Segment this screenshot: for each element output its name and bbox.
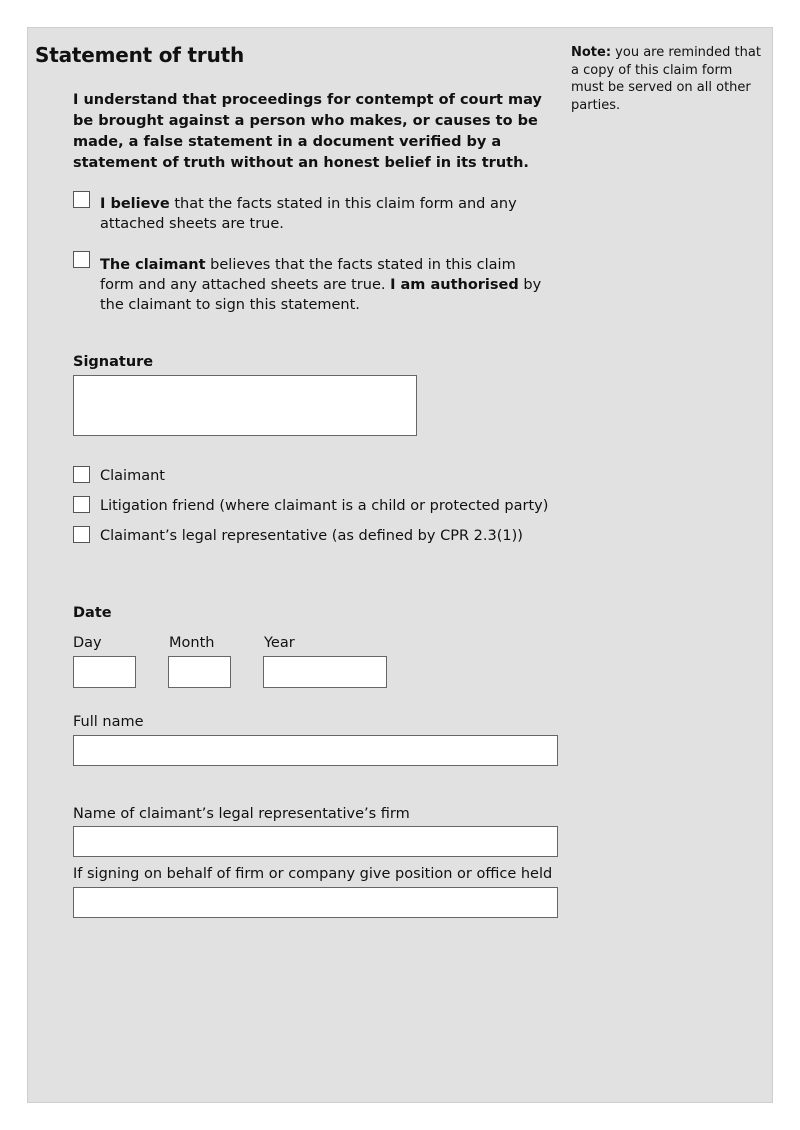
position-label: If signing on behalf of firm or company give position or office held: [73, 866, 553, 882]
signature-box[interactable]: [73, 375, 417, 436]
role-legal-rep-checkbox[interactable]: [73, 526, 90, 543]
year-label: Year: [264, 635, 295, 651]
role-claimant-checkbox[interactable]: [73, 466, 90, 483]
full-name-field[interactable]: [73, 735, 558, 766]
claimant-believes-text: The claimant believes that the facts stated in this claim form and any attached sheets are true. I am authorised by the claimant to sign this statement.: [100, 257, 542, 313]
form-page: [27, 27, 773, 1103]
firm-name-label: Name of claimant’s legal representative’s firm: [73, 806, 410, 822]
claimant-believes-checkbox[interactable]: [73, 251, 90, 268]
i-believe-text: I believe that the facts stated in this claim form and any attached sheets are true.: [100, 196, 517, 232]
signature-label: Signature: [73, 354, 154, 370]
note-label: Note:: [571, 45, 612, 60]
role-claimant-label: Claimant: [100, 468, 165, 484]
side-note: [571, 44, 766, 114]
role-litigation-friend-checkbox[interactable]: [73, 496, 90, 513]
date-label: Date: [73, 605, 112, 621]
role-litigation-friend-label: Litigation friend (where claimant is a child or protected party): [100, 498, 549, 514]
firm-name-field[interactable]: [73, 826, 558, 857]
role-legal-rep-label: Claimant’s legal representative (as defined by CPR 2.3(1)): [100, 528, 523, 544]
note-text: you are reminded that a copy of this claim form must be served on all other parties.: [571, 45, 761, 113]
day-label: Day: [73, 635, 102, 651]
contempt-warning: I understand that proceedings for contempt of court may be brought against a person who makes, or causes to be made, a false statement in a document verified by a statement of truth without an honest belief in its truth.: [73, 92, 542, 171]
position-field[interactable]: [73, 887, 558, 918]
section-title: Statement of truth: [35, 43, 245, 67]
year-field[interactable]: [263, 656, 387, 688]
day-field[interactable]: [73, 656, 136, 688]
i-believe-checkbox[interactable]: [73, 191, 90, 208]
month-label: Month: [169, 635, 215, 651]
month-field[interactable]: [168, 656, 231, 688]
full-name-label: Full name: [73, 714, 144, 730]
